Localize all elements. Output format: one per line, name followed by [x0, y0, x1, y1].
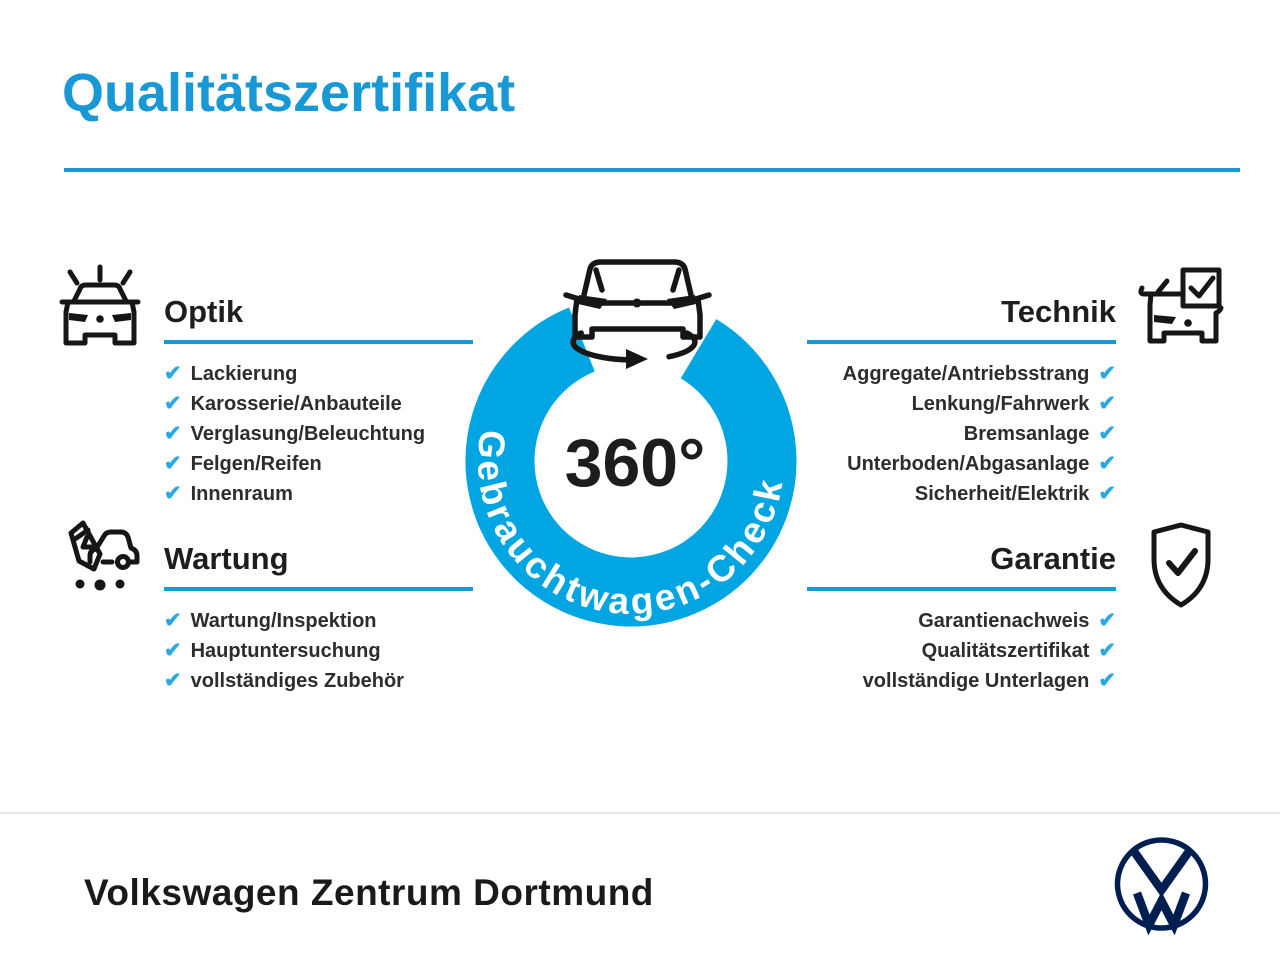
- title-underline: [64, 168, 1240, 172]
- check-item: [807, 606, 1116, 636]
- check-item: [164, 359, 473, 389]
- vw-logo-icon: [1110, 833, 1214, 942]
- ring-label-text: Gebrauchtwagen-Check: [469, 428, 792, 623]
- check-item-label: vollständiges Zubehör: [190, 669, 404, 692]
- check-icon: ✔: [1098, 668, 1116, 692]
- check-item: [807, 389, 1116, 419]
- check-item-label: Wartung/Inspektion: [190, 609, 377, 632]
- footer-divider: [0, 812, 1280, 814]
- check-icon: ✔: [164, 451, 182, 475]
- check-item: [807, 419, 1116, 449]
- section-title: Garantie: [990, 541, 1116, 576]
- check-item-label: Unterboden/Abgasanlage: [847, 452, 1090, 475]
- 360-check-badge: [450, 245, 830, 650]
- check-icon: ✔: [1098, 481, 1116, 505]
- section-underline: [164, 340, 473, 344]
- shield-check-icon: [1150, 521, 1212, 614]
- check-item-label: Innenraum: [190, 482, 293, 505]
- check-item-label: Sicherheit/Elektrik: [914, 482, 1090, 505]
- check-item: [807, 479, 1116, 509]
- check-icon: ✔: [1098, 451, 1116, 475]
- check-item-label: Bremsanlage: [963, 422, 1090, 445]
- section-optik: [164, 292, 473, 509]
- check-item: [164, 666, 473, 696]
- check-item-label: Verglasung/Beleuchtung: [190, 422, 426, 445]
- section-technik: [807, 292, 1116, 509]
- check-item: [164, 389, 473, 419]
- check-item: [807, 449, 1116, 479]
- section-title: Optik: [164, 294, 244, 329]
- check-item-label: Garantienachweis: [918, 609, 1090, 632]
- check-icon: ✔: [164, 638, 182, 662]
- check-icon: ✔: [164, 668, 182, 692]
- check-icon: ✔: [164, 361, 182, 385]
- check-item: [807, 636, 1116, 666]
- check-item-label: Hauptuntersuchung: [190, 639, 381, 662]
- dealer-name: Volkswagen Zentrum Dortmund: [84, 872, 654, 913]
- section-garantie: [807, 539, 1116, 696]
- section-underline: [807, 587, 1116, 591]
- check-icon: ✔: [1098, 391, 1116, 415]
- check-item: [164, 449, 473, 479]
- check-item-label: Felgen/Reifen: [190, 452, 322, 475]
- degree-label: 360°: [564, 425, 706, 501]
- car-front-rotate-icon: [566, 262, 709, 369]
- check-item-label: Aggregate/Antriebsstrang: [842, 362, 1090, 385]
- check-item-label: Karosserie/Anbauteile: [190, 392, 402, 415]
- check-icon: ✔: [164, 391, 182, 415]
- section-underline: [164, 587, 473, 591]
- checklist: [164, 359, 473, 509]
- check-icon: ✔: [164, 481, 182, 505]
- car-checkbox-icon: [1138, 261, 1233, 358]
- check-item-label: Qualitätszertifikat: [921, 639, 1090, 662]
- check-icon: ✔: [164, 421, 182, 445]
- check-item: [807, 666, 1116, 696]
- section-underline: [807, 340, 1116, 344]
- check-icon: ✔: [1098, 608, 1116, 632]
- check-icon: ✔: [1098, 421, 1116, 445]
- page-title: Qualitätszertifikat: [62, 63, 516, 123]
- car-shine-icon: [52, 256, 147, 353]
- checklist: [807, 359, 1116, 509]
- check-item: [164, 479, 473, 509]
- check-item: [164, 419, 473, 449]
- service-pencil-car-icon: [55, 512, 150, 607]
- checklist: [164, 606, 473, 696]
- check-icon: ✔: [1098, 361, 1116, 385]
- check-icon: ✔: [1098, 638, 1116, 662]
- section-title: Wartung: [164, 541, 289, 576]
- check-item-label: vollständige Unterlagen: [862, 669, 1090, 692]
- check-item: [164, 636, 473, 666]
- checklist: [807, 606, 1116, 696]
- check-icon: ✔: [164, 608, 182, 632]
- check-item-label: Lackierung: [190, 362, 298, 385]
- check-item: [807, 359, 1116, 389]
- check-item: [164, 606, 473, 636]
- section-wartung: [164, 539, 473, 696]
- section-title: Technik: [1001, 294, 1116, 329]
- check-item-label: Lenkung/Fahrwerk: [911, 392, 1090, 415]
